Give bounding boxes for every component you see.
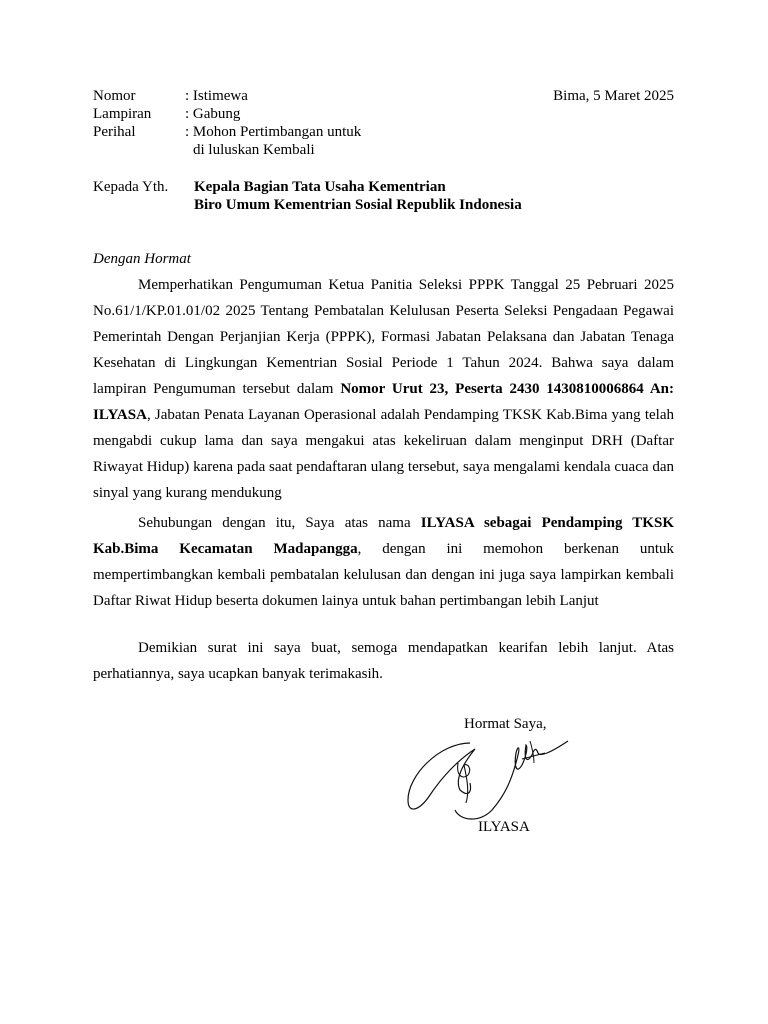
- paragraph-3-text: Demikian surat ini saya buat, semoga mendapatkan kearifan lebih lanjut. Atas perhatiannya, saya ucapkan banyak terimakasih.: [93, 640, 674, 682]
- nomor-label: Nomor: [93, 88, 136, 104]
- lampiran-value: : Gabung: [185, 106, 241, 122]
- signature-icon: [400, 735, 575, 825]
- recipient-line-1: Kepala Bagian Tata Usaha Kementrian: [194, 179, 446, 195]
- body-paragraph-1: [93, 272, 674, 506]
- nomor-value: : Istimewa: [185, 88, 248, 104]
- recipient-label: Kepada Yth.: [93, 179, 169, 195]
- lampiran-label: Lampiran: [93, 106, 152, 122]
- paragraph-2-bold: ILYASA sebagai Pendamping TKSK Kab.Bima Kecamatan Madapangga: [93, 515, 674, 557]
- paragraph-2-text-b: , dengan ini memohon berkenan untuk mempertimbangkan kembali pembatalan kelulusan dan dengan ini juga saya lampirkan kembali Daftar Riwat Hidup beserta dokumen lainya untuk bahan pertimbangan lebih Lanjut: [93, 541, 674, 609]
- perihal-value: [185, 123, 361, 159]
- paragraph-1-text-b: , Jabatan Penata Layanan Operasional adalah Pendamping TKSK Kab.Bima yang telah mengabdi cukup lama dan saya mengakui atas kekeliruan dalam menginput DRH (Daftar Riwayat Hidup) karena pada saat pendaftaran ulang tersebut, saya mengalami kendala cuaca dan sinyal yang kurang mendukung: [93, 407, 674, 501]
- paragraph-1-bold: Nomor Urut 23, Peserta 2430 1430810006864 An: ILYASA: [93, 381, 674, 423]
- recipient-line-2: Biro Umum Kementrian Sosial Republik Indonesia: [194, 197, 522, 213]
- letter-meta: [93, 87, 361, 159]
- letter-date: Bima, 5 Maret 2025: [553, 88, 674, 104]
- perihal-line-1: : Mohon Pertimbangan untuk: [185, 124, 362, 140]
- lampiran-row: [93, 105, 361, 123]
- perihal-line-2: di luluskan Kembali: [193, 142, 315, 158]
- greeting: Dengan Hormat: [93, 251, 191, 267]
- signer-name: ILYASA: [478, 819, 530, 835]
- body-paragraph-3: [93, 635, 674, 687]
- nomor-row: [93, 87, 361, 105]
- body-paragraph-2: [93, 510, 674, 614]
- recipient-address: [194, 178, 522, 214]
- paragraph-1-text-a: Memperhatikan Pengumuman Ketua Panitia Seleksi PPPK Tanggal 25 Pebruari 2025 No.61/1/KP.01.01/02 2025 Tentang Pembatalan Kelulusan Peserta Seleksi Pengadaan Pegawai Pemerintah Dengan Perjanjian Kerja (PPPK), Formasi Jabatan Pelaksana dan Jabatan Tenaga Kesehatan di Lingkungan Kementrian Sosial Periode 1 Tahun 2024. Bahwa saya dalam lampiran Pengumuman tersebut dalam: [93, 277, 674, 397]
- perihal-label: Perihal: [93, 124, 136, 140]
- paragraph-2-text-a: Sehubungan dengan itu, Saya atas nama: [138, 515, 421, 531]
- perihal-row: [93, 123, 361, 159]
- closing-salutation: Hormat Saya,: [464, 716, 547, 732]
